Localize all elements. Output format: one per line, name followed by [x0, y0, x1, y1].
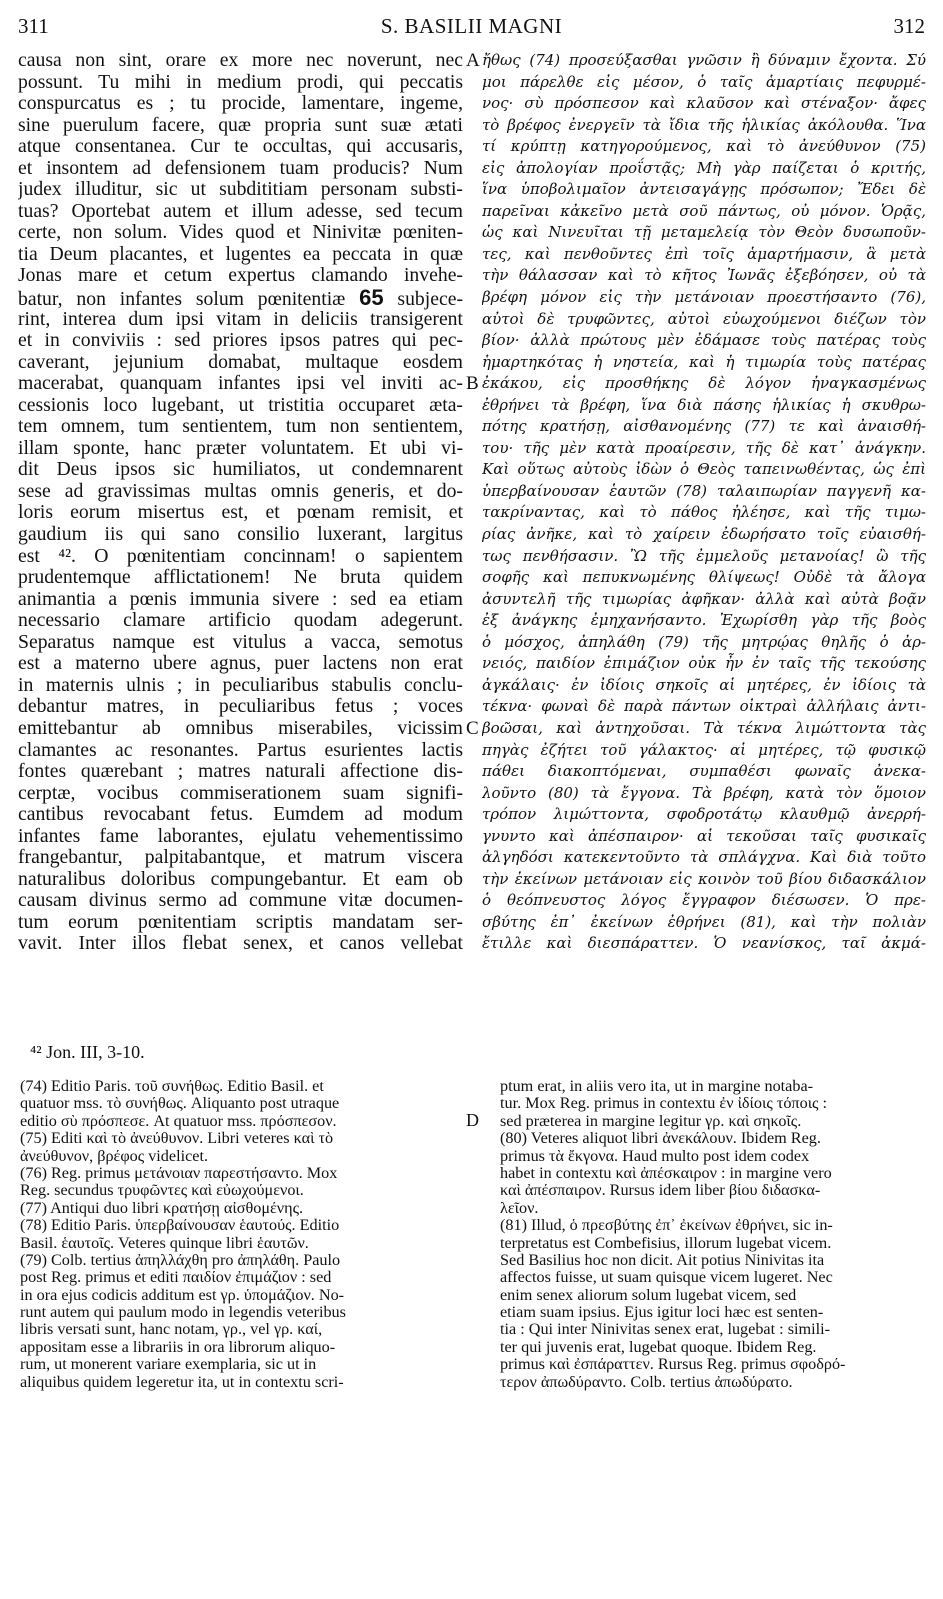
note-line: enim senex aliorum solum lugebat vicem, sed	[500, 1286, 797, 1304]
latin-line: vavit. Inter illos flebat senex, et canos vellebat	[18, 932, 463, 955]
greek-line: βίον· ἀλλὰ πρώτους μὲν ἐδάμασε τοὺς πατέρας τοὺς	[482, 331, 926, 350]
latin-line-tail: subjece-	[397, 288, 463, 311]
greek-line: σβύτης ἐπ᾽ ἐκείνων ἐθρήνει (81), καὶ τὴν πολιὰν	[482, 912, 926, 931]
latin-line: rint, interea dum ipsi vitam in deliciis transigerent	[18, 307, 463, 330]
latin-line: possunt. Tu mihi in medium prodi, qui peccatis	[18, 70, 463, 93]
page-number-left: 311	[18, 14, 49, 38]
greek-line: ὁ μόσχος, ἀπηλάθη (79) τῆς μητρῴας θηλῆς ὁ ἀρ-	[482, 632, 926, 651]
greek-line: ἐξ ἀνάγκης ἐμηχανήσαντο. Ἐχωρίσθη γὰρ τῆς βοὸς	[482, 611, 926, 630]
latin-line-text: batur, non infantes solum pœnitentiæ	[18, 288, 346, 311]
note-line: runt autem qui paulum modo in legendis veteribus	[20, 1304, 346, 1322]
latin-line: in maternis ulnis ; in peculiaribus stabulis conclu-	[18, 673, 463, 696]
latin-line: animantia a pœnis immunia sivere : sed ea etiam	[18, 587, 463, 610]
greek-line: ἔτιλλε καὶ διεσπάραττεν. Ὁ νεανίσκος, ταῖ ἀκμά-	[482, 934, 926, 953]
latin-line: Separatus namque est vitulus a vacca, semotus	[18, 630, 463, 653]
latin-line: sese ad gravissimas multas omnis generis, et do-	[18, 479, 463, 502]
note-line: primus τὰ ἔκγονα. Haud multo post idem codex	[500, 1147, 810, 1165]
greek-line: νειός, παιδίον ἐπιμάζιον οὐκ ἦν ἐν ταῖς τῆς τεκούσης	[482, 654, 926, 673]
latin-line: infantes fame laborantes, ejulatu vehementissimo	[18, 824, 463, 847]
greek-line: πηγὰς ἐζήτει τοῦ γάλακτος· αἱ μητέρες, τῷ φυσικῷ	[482, 740, 926, 759]
latin-line: debantur matres, in peculiaribus fetus ; voces	[18, 695, 463, 718]
latin-line: et in conviviis : sed priores ipsos patres qui pec-	[18, 329, 463, 352]
running-title: S. BASILII MAGNI	[380, 14, 563, 38]
greek-line: του· τῆς μὲν κατὰ προαίρεσιν, τῆς δὲ κατ᾽ ἀνάγκην.	[482, 438, 926, 457]
latin-line: illam sponte, hanc præter voluntatem. Et ubi vi-	[18, 436, 463, 459]
latin-line: est a materno ubere agnus, puer lactens non erat	[18, 652, 463, 675]
latin-line: judex illuditur, sic ut subdititiam personam substi-	[18, 178, 463, 201]
greek-line: νος· σὺ πρόσπεσον καὶ κλαῦσον καὶ στέναξον· ἄφες	[482, 94, 926, 113]
greek-line: τὴν θάλασσαν καὶ τὸ κῆτος Ἰωνᾶς ἐξεβόησεν, οὐ τὰ	[482, 266, 926, 285]
latin-line: emittebantur ab omnibus miserabiles, vicissim	[18, 716, 463, 739]
margin-marker-c: C	[466, 718, 479, 739]
latin-line: tum eorum pœnitentiam scriptis mandatam ser-	[18, 910, 463, 933]
greek-line: ἐκάκου, εἰς προσθήκης δὲ λόγον ἠναγκασμένως	[482, 374, 926, 393]
note-line: terpretatus est Combefisius, illorum lugebat vicem.	[500, 1234, 832, 1252]
greek-line: Καὶ οὕτως αὐτοὺς ἰδὼν ὁ Θεὸς ταπεινωθέντας, ὡς ἐπὶ	[482, 460, 926, 479]
note-line: Reg. secundus τρυφῶντες καὶ εὐωχούμενοι.	[20, 1182, 304, 1200]
latin-line: frangebantur, palpitabantque, et matrum viscera	[18, 846, 463, 869]
note-line: appositam esse a librariis in ora librorum aliquo-	[20, 1338, 336, 1356]
latin-line: caverant, jejunium domabat, multaque eosdem	[18, 350, 463, 373]
greek-column	[482, 50, 926, 1035]
note-line: sed præterea in margine legitur γρ. καὶ σηκοῖς.	[500, 1112, 802, 1130]
note-line: (75) Editi καὶ τὸ ἀνεύθυνον. Libri veteres καὶ τὸ	[20, 1130, 334, 1148]
note-line: Sed Basilius hoc non dicit. Ait potius Ninivitas ita	[500, 1251, 825, 1269]
note-line: post Reg. primus et editi παιδίον ἐπιμάζιον : sed	[20, 1269, 332, 1287]
note-line: (76) Reg. primus μετάνοιαν παρεστήσαντο. Mox	[20, 1164, 338, 1182]
note-line: λεῖον.	[500, 1199, 539, 1217]
note-line: Basil. ἑαυτοῖς. Veteres quinque libri ἑαυτῶν.	[20, 1234, 309, 1252]
note-line: ter qui juvenis erat, lugebat quoque. Ibidem Reg.	[500, 1338, 817, 1356]
greek-line: τέκνα· φωναὶ δὲ παρὰ πάντων οἰκτραὶ ἀλλήλαις ἀντι-	[482, 697, 926, 716]
greek-line: τακρίναντας, καὶ τὸ πάθος ἠλέησε, καὶ τῆς τιμω-	[482, 503, 926, 522]
latin-line: cerptæ, vocibus commiserationem suam signifi-	[18, 781, 463, 804]
greek-line: παρεῖναι κἀκεῖνο μετὰ σοῦ πάντως, οὐ μόνον. Ὁρᾷς,	[482, 201, 926, 220]
greek-line: ὑπερβαίνουσαν ἑαυτῶν (78) ταλαιπωρίαν παγγενῆ κα-	[482, 481, 926, 500]
latin-line: conspurcatus es ; tu procide, lamentare, ingeme,	[18, 92, 463, 115]
latin-line	[18, 287, 463, 309]
latin-line: et insontem ad defensionem tuam producis? Num	[18, 156, 463, 179]
greek-line: πάθει διακοπτόμεναι, συμπαθέσι φωναῖς ἀνεκα-	[482, 762, 926, 781]
note-line: (79) Colb. tertius ἀπηλλάχθη pro ἀπηλάθη. Paulo	[20, 1251, 341, 1269]
latin-line: gaudium iis qui sano consilio luxerant, largitus	[18, 523, 463, 546]
greek-line: πότης κρατήσῃ, αἰσθανομένης (77) τε καὶ ἀναισθή-	[482, 417, 926, 436]
greek-line: ὡς καὶ Νινευῖται τῇ μεταμελείᾳ τὸν Θεὸν δυσωποῦν-	[482, 223, 926, 242]
note-line: in ora ejus codicis additum est γρ. ὑπομάζιον. No-	[20, 1286, 345, 1304]
note-line: τερον ἀπωδύραντο. Colb. tertius ἀπωδύρατο.	[500, 1373, 793, 1391]
note-line: tia : Qui inter Ninivitas senex erat, lugebat : simili-	[500, 1321, 830, 1339]
greek-line: σοφῆς καὶ πεπυκνωμένης θλίψεως! Οὐδὲ τὰ ἄλογα	[482, 568, 926, 587]
latin-line: atque consentanea. Cur te occultas, qui accusaris,	[18, 135, 463, 158]
note-line: καὶ ἀπέσπαιρον. Rursus idem liber βίου διδασκα-	[500, 1182, 821, 1200]
greek-line: ρίας ἀνῆκε, καὶ τὸ χαίρειν ἐδωρήσατο τοῖς εὐαισθή-	[482, 525, 926, 544]
greek-line: ἵνα ὑποβολιμαῖον ἀντεισαγάγῃς πρόσωπον; Ἔδει δὲ	[482, 180, 926, 199]
note-line: libris versati sunt, hanc notam, γρ., vel γρ. καί,	[20, 1321, 323, 1339]
note-line: quatuor mss. τὸ συνήθως. Aliquanto post utraque	[20, 1095, 340, 1113]
greek-line: λοῦντο (80) τὰ ἔγγονα. Τὰ βρέφη, κατὰ τὸν ὅμοιον	[482, 783, 926, 802]
latin-line: cessionis loco lugebant, ut tristitia occuparet æta-	[18, 393, 463, 416]
latin-line: necessario clamare artificio quodam adegerunt.	[18, 609, 463, 632]
greek-line: γνυντο καὶ ἀπέσπαιρον· αἱ τεκοῦσαι ταῖς φυσικαῖς	[482, 826, 926, 845]
note-line: rum, ut monerent variare exemplaria, sic ut in	[20, 1356, 317, 1374]
latin-line: dit Deus ipsos sic humiliatos, ut condemnarent	[18, 458, 463, 481]
greek-line: ἀσυντελῆ τῆς τιμωρίας ἀφῆκαν· ἀλλὰ καὶ αὐτὰ βοᾷν	[482, 589, 926, 608]
greek-line: εἰς ἀπολογίαν προΐστᾷς; Μὴ γὰρ παίζεται ὁ κριτής,	[482, 158, 926, 177]
greek-line: τες, καὶ πενθοῦντες ἐπὶ τοῖς ἁμαρτήμασιν, ἃ μετὰ	[482, 244, 926, 263]
greek-line: βοῶσαι, καὶ ἀντηχοῦσαι. Τὰ τέκνα λιμώττοντα τὰς	[482, 718, 926, 737]
note-line: aliquibus quidem legeretur ita, ut in contextu scri-	[20, 1373, 344, 1391]
margin-marker-d: D	[466, 1110, 479, 1130]
greek-line: ὁ θεόπνευστος λόγος ἔγγραφον διέσωσεν. Ὁ πρε-	[482, 891, 926, 910]
greek-line: ἡμαρτηκότας ἡ νηστεία, καὶ ἡ τιμωρία τοὺς πατέρας	[482, 352, 926, 371]
note-line: ἀνεύθυνον, βρέφος videlicet.	[20, 1147, 208, 1165]
greek-line: βρέφη μόνον εἰς τὴν μετάνοιαν προεστήσαντο (76),	[482, 288, 926, 307]
greek-line: τὸ βρέφος ἐνεργεῖν τὰ ἴδια τῆς ἡλικίας ἀκόλουθα. Ἵνα	[482, 115, 926, 134]
latin-line: tia Deum placantes, et lugentes ea peccata in quæ	[18, 242, 463, 265]
notes-left-column	[20, 1078, 460, 1568]
latin-line: causa non sint, orare ex more nec noverunt, nec	[18, 50, 463, 71]
greek-line: τως πενθήσασιν. Ὢ τῆς ἐμμελοῦς μετανοίας! ὢ τῆς	[482, 546, 926, 565]
greek-line: τρόπον λιμώττοντα, σφοδροτάτῳ κλαυθμῷ ἀνερρή-	[482, 805, 926, 824]
greek-line: αὐτοὶ δὲ τρυφῶντες, αὐτοὶ εὐωχούμενοι διέζων τὸν	[482, 309, 926, 328]
latin-column	[18, 50, 463, 1035]
margin-marker-b: B	[466, 373, 479, 394]
latin-line: tem omnem, tum sentientem, tum non sentientem,	[18, 415, 463, 438]
column-number: 65	[359, 285, 384, 311]
greek-line: τὴν ἐκείνων μετάνοιαν εἰς κοινὸν τοῦ βίου διδασκάλιον	[482, 869, 926, 888]
latin-line: loris eorum misertus est, et pœnam remisit, et	[18, 501, 463, 524]
latin-line: est ⁴². O pœnitentiam concinnam! o sapientem	[18, 544, 463, 567]
footnote-reference: ⁴² Jon. III, 3-10.	[30, 1042, 145, 1062]
greek-line: ἤθως (74) προσεύξασθαι γνῶσιν ἢ δύναμιν ἔχοντα. Σύ	[482, 51, 926, 69]
note-line: (81) Illud, ὁ πρεσβύτης ἐπ᾽ ἐκείνων ἐθρήνει, sic in-	[500, 1217, 833, 1235]
greek-line: ἐθρήνει τὰ βρέφη, ἵνα διὰ πάσης ἡλικίας ἡ σκυθρω-	[482, 395, 926, 414]
note-line: editio σὺ πρόσπεσε. At quatuor mss. πρόσπεσον.	[20, 1112, 337, 1130]
latin-line: Jonas mare et cetum expertus clamando invehe-	[18, 264, 463, 287]
page-number-right: 312	[893, 14, 925, 38]
margin-marker-a: A	[466, 50, 480, 71]
greek-line: ἀγκάλαις· ἐν ἰδίοις σηκοῖς αἱ μητέρες, ἐν ἰδίοις τὰ	[482, 675, 926, 694]
latin-line: tuas? Oportebat autem et illum adesse, sed tecum	[18, 199, 463, 222]
latin-line: cantibus revocabant fetus. Eumdem ad modum	[18, 803, 463, 826]
greek-line: τί κρύπτῃ κατηγορούμενος, καὶ τὸ ἀνεύθυνον (75)	[482, 137, 926, 156]
latin-line: prudentemque afflictationem! Ne bruta quidem	[18, 566, 463, 589]
note-line: (74) Editio Paris. τοῦ συνήθως. Editio Basil. et	[20, 1078, 324, 1095]
latin-line: clamantes ac resonantes. Partus esurientes lactis	[18, 738, 463, 761]
latin-line: naturalibus doloribus compungebantur. Et eam ob	[18, 867, 463, 890]
note-line: (78) Editio Paris. ὑπερβαίνουσαν ἑαυτούς. Editio	[20, 1217, 340, 1235]
page-header	[18, 14, 925, 44]
note-line: primus καὶ ἐσπάραττεν. Rursus Reg. primus σφοδρό-	[500, 1356, 846, 1374]
greek-line: ἀλγηδόσι κατεκεντοῦντο τὰ σπλάγχνα. Καὶ διὰ τοῦτο	[482, 848, 926, 867]
latin-line: sine puerulum facere, quæ propria sunt suæ ætati	[18, 113, 463, 136]
note-line: (80) Veteres aliquot libri ἀνεκάλουν. Ibidem Reg.	[500, 1130, 821, 1148]
note-line: habet in contextu καὶ ἀπέσκαιρον : in margine vero	[500, 1164, 832, 1182]
note-line: (77) Antiqui duo libri κρατήσῃ αἰσθομένης.	[20, 1199, 304, 1217]
latin-line: macerabat, quanquam infantes ipsi vel inviti ac-	[18, 372, 463, 395]
notes-right-column	[500, 1078, 928, 1568]
latin-line: fontes quærebant ; matres naturali affectione dis-	[18, 760, 463, 783]
note-line: ptum erat, in aliis vero ita, ut in margine notaba-	[500, 1078, 814, 1095]
greek-line: μοι πάρελθε εἰς μέσον, ὁ ταῖς ἁμαρτίαις πεφυρμέ-	[482, 72, 926, 91]
latin-line: certe, non solum. Vides quod et Ninivitæ pœniten-	[18, 221, 463, 244]
note-line: tur. Mox Reg. primus in contextu ἐν ἰδίοις τόποις :	[500, 1095, 827, 1113]
latin-line: causam divinus sermo ad commune vitæ documen-	[18, 889, 463, 912]
note-line: affectos fuisse, ut suam quisque vicem lugeret. Nec	[500, 1269, 833, 1287]
note-line: etiam suam ipsius. Ejus igitur loci hæc est senten-	[500, 1304, 824, 1322]
